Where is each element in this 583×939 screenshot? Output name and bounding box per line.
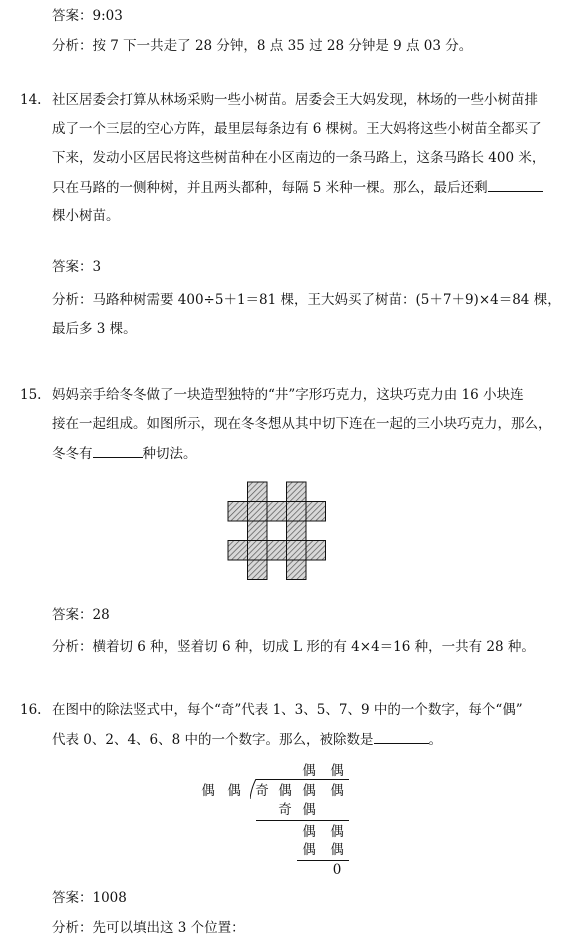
chocolate-cell [248,502,268,522]
q14-line-5: 棵小树苗。 [52,208,120,224]
q14-line-1: 社区居委会打算从林场采购一些小树苗。居委会王大妈发现，林场的一些小树苗排 [52,92,538,108]
q15-answer: 答案：28 [52,607,110,623]
step2-digit-2: 偶 [330,824,344,840]
chocolate-cell [287,482,307,502]
step2-digit-1: 偶 [302,824,316,840]
dividend-digit-1: 奇 [255,783,269,799]
q14-line-4: 只在马路的一侧种树，并且两头都种，每隔 5 米种一棵。那么，最后还剩 [52,177,543,198]
q13-analysis: 分析：按 7 下一共走了 28 分钟，8 点 35 过 28 分钟是 9 点 03 分。 [52,38,473,54]
chocolate-cell [287,502,307,522]
q15-answer-blank[interactable] [93,443,143,458]
q16-analysis: 分析：先可以填出这 3 个位置： [52,920,245,936]
step3-digit-1: 偶 [302,842,316,858]
dividend-digit-4: 偶 [330,783,344,799]
q14-analysis-1: 分析：马路种树需要 400÷5＋1＝81 棵，王大妈买了树苗：(5＋7＋9)×4＝84 棵， [52,292,561,308]
q15-analysis: 分析：横着切 6 种，竖着切 6 种，切成 L 形的有 4×4＝16 种，一共有 28 种。 [52,639,535,655]
quotient-digit-1: 偶 [302,763,316,779]
q16-line-2: 代表 0、2、4、6、8 中的一个数字。那么，被除数是 。 [52,729,442,750]
chocolate-cell [248,521,268,541]
step3-digit-2: 偶 [330,842,344,858]
chocolate-cell [248,560,268,580]
divisor-digit-2: 偶 [227,783,241,799]
q16-number: 16. [20,702,42,718]
chocolate-cell [306,502,326,522]
chocolate-cell [287,521,307,541]
q16-answer: 答案：1008 [52,890,127,906]
q14-line-3: 下来，发动小区居民将这些树苗种在小区南边的一条马路上，这条马路长 400 米， [52,150,546,166]
divisor-digit-1: 偶 [201,783,215,799]
q15-line-1: 妈妈亲手给冬冬做了一块造型独特的“井”字形巧克力，这块巧克力由 16 小块连 [52,387,524,403]
division-bar [256,779,349,780]
step1-digit-1: 奇 [278,802,292,818]
chocolate-cell [248,482,268,502]
q13-answer: 答案：9:03 [52,8,123,24]
q15-line-3: 冬冬有 种切法。 [52,443,197,464]
q15-line-2: 接在一起组成。如图所示，现在冬冬想从其中切下连在一起的三小块巧克力，那么， [52,416,552,432]
q14-answer: 答案：3 [52,259,102,275]
quotient-digit-2: 偶 [330,763,344,779]
q14-analysis-2: 最后多 3 棵。 [52,321,137,337]
chocolate-cell [228,541,248,561]
step1-digit-2: 偶 [302,802,316,818]
chocolate-grid-figure [226,480,336,580]
chocolate-cell [228,502,248,522]
chocolate-cell [287,560,307,580]
chocolate-cell [306,541,326,561]
q14-number: 14. [20,92,42,108]
chocolate-cell [248,541,268,561]
dividend-digit-3: 偶 [302,783,316,799]
dividend-digit-2: 偶 [278,783,292,799]
q16-answer-blank[interactable] [374,729,429,744]
q15-number: 15. [20,387,42,403]
q16-line-1: 在图中的除法竖式中，每个“奇”代表 1、3、5、7、9 中的一个数字，每个“偶” [52,702,523,718]
chocolate-cell [267,502,287,522]
remainder: 0 [332,862,342,878]
q14-line-2: 成了一个三层的空心方阵，最里层每条边有 6 棵树。王大妈将这些小树苗全都买了 [52,121,542,137]
chocolate-cell [287,541,307,561]
division-rule-1 [256,820,349,821]
chocolate-cell [267,541,287,561]
q14-answer-blank[interactable] [488,177,543,192]
